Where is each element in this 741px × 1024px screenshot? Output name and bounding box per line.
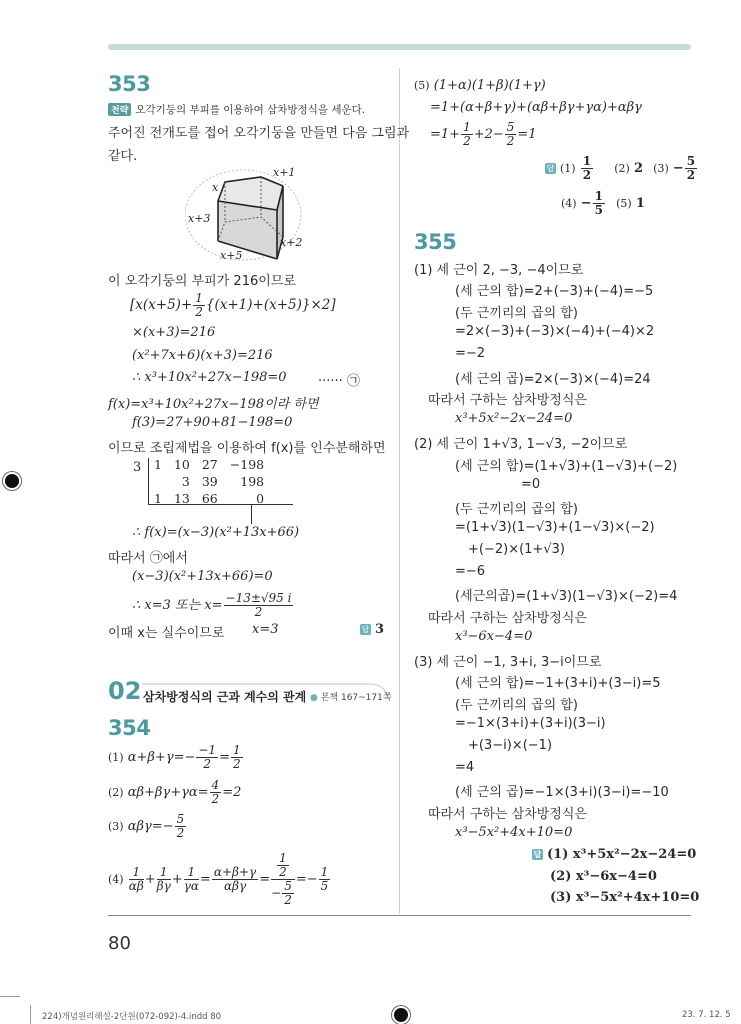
- numerator: 1: [129, 866, 144, 880]
- f3-evaluation: f(3)=27+90+81−198=0: [132, 415, 293, 430]
- numerator: 1: [195, 291, 203, 305]
- problem-number-354: 354: [108, 716, 151, 740]
- p355-b5: =(1+√3)(1−√3)+(1−√3)×(−2): [455, 520, 655, 535]
- section-number: 02: [108, 677, 142, 705]
- denominator: 2: [195, 305, 203, 319]
- p355-c2: (세 근의 합)=−1+(3+i)+(3−i)=5: [455, 676, 661, 691]
- p355-b3: =0: [521, 477, 541, 492]
- p355-a3: (두 근끼리의 곱의 합): [455, 306, 579, 321]
- expr: α+β+γ=−: [127, 750, 196, 765]
- fraction: [593, 190, 605, 217]
- p355-b1: (2) 세 근이 1+√3, 1−√3, −2이므로: [414, 437, 628, 452]
- denominator: 2: [176, 826, 185, 840]
- crop-mark: [30, 1005, 31, 1024]
- fraction: [210, 779, 222, 806]
- item-label: (4): [108, 873, 124, 886]
- p355-c7: (세 근의 곱)=−1×(3+i)(3−i)=−10: [455, 785, 669, 800]
- row-coefficients: [148, 456, 270, 473]
- cell: 3: [181, 474, 190, 489]
- p355-a6: (세 근의 곱)=2×(−3)×(−4)=24: [455, 372, 651, 387]
- p355-a5: =−2: [455, 346, 486, 361]
- denominator: 5: [594, 203, 603, 217]
- denominator: αβ: [128, 879, 144, 893]
- footer-file-info: 224)개념원리해설-2단원(072-092)-4.indd 80: [42, 1012, 222, 1022]
- expr: =1: [517, 127, 537, 142]
- numerator: 1: [463, 120, 471, 134]
- answer-353: [360, 622, 384, 637]
- complex-solution-fraction: [224, 592, 294, 619]
- denominator: αβγ: [223, 879, 247, 893]
- p355-b4: (두 근끼리의 곱의 합): [455, 502, 579, 517]
- section-ref-text: 본책 167~171쪽: [320, 693, 392, 703]
- solutions: [132, 592, 294, 619]
- label-x-plus-1: x+1: [273, 166, 296, 179]
- item-354-4: (4) $\frac{1}{\alpha\beta}$ + $\frac{1}{\beta\gamma}$ + $\frac{1}{\gamma\alpha}$ = $\frac{\alpha+\beta+\gamma}{\text{αβγ}}$ = $\frac{1}{2}$ − $\frac{5}{2}$ =− $\frac{1}{5}$: [108, 851, 329, 907]
- equation-part-a: [x(x+5)+: [130, 297, 193, 313]
- numerator: −1: [198, 743, 217, 757]
- denominator: 2: [463, 134, 471, 148]
- answer-354-row1: 답 (1) $\frac{1}{2}$ (2) 2 (3) − $\frac{5}{2}$: [546, 154, 696, 182]
- crop-mark: [0, 996, 20, 997]
- label-x: x: [212, 181, 219, 194]
- numerator: 1: [232, 743, 241, 757]
- equation-line-1: [130, 292, 336, 319]
- item-354-3: [108, 813, 187, 840]
- registration-mark-icon: [3, 472, 21, 490]
- numerator: 1: [184, 866, 199, 880]
- answer-label: (1): [560, 162, 576, 175]
- expr: αβ+βγ+γα=: [127, 785, 209, 800]
- numerator: −13±√95 i: [225, 591, 292, 605]
- p355-b9: 따라서 구하는 삼차방정식은: [428, 611, 587, 626]
- numerator: 1: [582, 154, 592, 168]
- answer-label: (5): [616, 197, 632, 210]
- column-divider: [399, 68, 400, 914]
- compound-fraction: [271, 852, 295, 907]
- real-solution: x=3: [252, 622, 279, 637]
- item-label: (2): [108, 786, 124, 799]
- footer-date: 23. 7. 12. 5: [682, 1010, 731, 1020]
- p355-b8: (세근의곱)=(1+√3)(1−√3)×(−2)=4: [455, 589, 678, 604]
- denominator: 5: [320, 879, 329, 893]
- bottom-rule: [108, 915, 691, 916]
- problem-number-355: 355: [414, 230, 457, 254]
- answer-355-1: [532, 847, 696, 862]
- row-results: [148, 490, 270, 507]
- numerator: 1: [320, 865, 329, 879]
- strategy-hint: [108, 102, 365, 117]
- fraction: [277, 852, 289, 879]
- fraction: [196, 744, 218, 771]
- p355-a2: (세 근의 합)=2+(−3)+(−4)=−5: [455, 284, 654, 299]
- expr: =2: [222, 785, 242, 800]
- compound-numerator: [271, 852, 295, 880]
- fraction: [319, 866, 331, 893]
- fraction: [184, 866, 199, 893]
- factorization: ∴ f(x)=(x−3)(x²+13x+66): [132, 525, 300, 540]
- answer-value: (1) x³+5x²−2x−24=0: [547, 847, 697, 862]
- numerator: α+β+γ: [213, 865, 257, 879]
- compound-denominator: − $\frac{5}{2}$: [271, 879, 292, 907]
- therefore-line: 따라서 ㉠에서: [108, 551, 188, 566]
- fraction: [231, 744, 243, 771]
- answer-label: (2): [614, 162, 630, 175]
- p355-b10: x³−6x−4=0: [455, 629, 533, 644]
- cell: 198: [240, 474, 265, 489]
- division-table: [148, 456, 270, 507]
- fraction: [282, 880, 294, 907]
- solutions-text: ∴ x=3 또는 x=: [132, 598, 223, 613]
- answer-value: 3: [375, 622, 385, 637]
- fraction: [212, 866, 258, 893]
- cell: 10: [173, 457, 190, 472]
- numerator: 1: [279, 851, 287, 865]
- denominator: γα: [183, 879, 199, 893]
- answer-label: (3): [653, 162, 669, 175]
- cell: 39: [201, 474, 218, 489]
- expr: =: [219, 750, 230, 765]
- denominator: 2: [279, 865, 287, 879]
- p355-b6: +(−2)×(1+√3): [468, 542, 565, 557]
- answer-354-row2: (4) − $\frac{1}{5}$ (5) 1: [561, 189, 645, 217]
- fraction: [581, 155, 593, 182]
- p355-c4: =−1×(3+i)+(3+i)(3−i): [455, 716, 606, 731]
- denominator: βγ: [156, 879, 171, 893]
- numerator: 5: [284, 879, 292, 893]
- numerator: 5: [506, 120, 515, 134]
- p355-c6: =4: [455, 760, 475, 775]
- cell: 1: [154, 491, 162, 506]
- p355-b2: (세 근의 합)=(1+√3)+(1−√3)+(−2): [455, 459, 678, 474]
- cell: 1: [154, 457, 162, 472]
- cell: 0: [256, 491, 265, 506]
- p355-b7: =−6: [455, 564, 486, 579]
- intro-line-1: 주어진 전개도를 접어 오각기둥을 만들면 다음 그림과: [108, 126, 410, 141]
- answer-value: 2: [633, 161, 644, 176]
- real-solution-statement: 이때 x는 실수이므로: [108, 626, 225, 641]
- fraction: [157, 866, 171, 893]
- cell: 27: [201, 457, 218, 472]
- p355-a1: (1) 세 근이 2, −3, −4이므로: [414, 263, 584, 278]
- fraction: [129, 866, 144, 893]
- expr: +2−: [473, 127, 504, 142]
- answer-label: (4): [561, 197, 577, 210]
- denominator: 2: [284, 893, 292, 907]
- cell: [148, 473, 168, 490]
- problem-number-353: 353: [108, 72, 151, 96]
- p355-a7: 따라서 구하는 삼차방정식은: [428, 393, 587, 408]
- bullet-icon: ●: [310, 693, 321, 703]
- denominator: 2: [582, 168, 592, 182]
- p355-c9: x³−5x²+4x+10=0: [455, 825, 573, 840]
- page-number: 80: [108, 933, 131, 954]
- section-page-ref: [310, 690, 392, 703]
- numerator: 5: [686, 154, 696, 168]
- answer-value: 1: [635, 196, 645, 211]
- expr: αβγ=−: [127, 819, 174, 834]
- equation-line-3: (x²+7x+6)(x+3)=216: [132, 348, 273, 363]
- volume-statement: 이 오각기둥의 부피가 216이므로: [108, 274, 296, 289]
- label-x-plus-5: x+5: [220, 249, 243, 262]
- equation-mark: ······ ㉠: [318, 374, 360, 389]
- equation-part-b: {(x+1)+(x+5)}×2]: [205, 297, 336, 313]
- cell: 66: [201, 491, 218, 506]
- equation-line-4: ∴ x³+10x²+27x−198=0: [132, 370, 287, 385]
- item-label: (1): [108, 751, 124, 764]
- fraction: [505, 121, 517, 148]
- answer-icon: 답: [361, 625, 370, 634]
- synthetic-division-intro: 이므로 조립제법을 이용하여 f(x)를 인수분해하면: [108, 441, 386, 456]
- denominator: 2: [203, 757, 212, 771]
- item-label: (3): [108, 820, 124, 833]
- fraction: [685, 155, 697, 182]
- answer-icon: 답: [546, 164, 555, 173]
- function-definition: f(x)=x³+10x²+27x−198이라 하면: [108, 397, 319, 412]
- item-354-5-step2: [430, 121, 537, 148]
- registration-mark-icon: [392, 1006, 410, 1024]
- factored-equation: (x−3)(x²+13x+66)=0: [132, 569, 273, 584]
- fraction: [461, 121, 473, 148]
- numerator: 1: [594, 189, 603, 203]
- expr: (1+α)(1+β)(1+γ): [433, 78, 546, 93]
- denominator: 2: [211, 792, 220, 806]
- denominator: 2: [506, 134, 515, 148]
- label-x-plus-2: x+2: [280, 236, 303, 249]
- item-354-5: [414, 78, 546, 93]
- intro-line-2: 같다.: [108, 149, 138, 164]
- p355-c8: 따라서 구하는 삼차방정식은: [428, 807, 587, 822]
- item-label: (5): [414, 79, 430, 92]
- remainder-box-line: [251, 504, 252, 524]
- numerator: 4: [211, 778, 220, 792]
- strategy-tag: 전략: [108, 103, 131, 116]
- strategy-text: 오각기둥의 부피를 이용하여 삼차방정식을 세운다.: [135, 104, 366, 116]
- fraction-half: [193, 292, 205, 319]
- item-354-5-step1: =1+(α+β+γ)+(αβ+βγ+γα)+αβγ: [430, 100, 642, 115]
- numerator: 1: [157, 866, 171, 880]
- denominator: 2: [686, 168, 696, 182]
- label-x-plus-3: x+3: [188, 212, 211, 225]
- answer-355-3: (3) x³−5x²+4x+10=0: [550, 890, 700, 905]
- p355-c3: (두 근끼리의 곱의 합): [455, 698, 579, 713]
- answer-icon: 답: [533, 850, 542, 859]
- denominator: 2: [254, 605, 263, 619]
- cell: −198: [229, 457, 265, 472]
- fraction: [175, 813, 187, 840]
- top-decorative-bar: [108, 44, 691, 50]
- answer-355-2: (2) x³−6x−4=0: [550, 869, 657, 884]
- p355-c5: +(3−i)×(−1): [468, 738, 553, 753]
- expr: =1+: [430, 127, 461, 142]
- equation-line-2: ×(x+3)=216: [132, 325, 216, 340]
- row-products: [148, 473, 270, 490]
- p355-a8: x³+5x²−2x−24=0: [455, 411, 573, 426]
- section-title: 삼차방정식의 근과 계수의 관계: [143, 690, 307, 704]
- denominator: 2: [232, 757, 241, 771]
- item-354-1: [108, 744, 244, 771]
- p355-c1: (3) 세 근이 −1, 3+i, 3−i이므로: [414, 655, 602, 670]
- item-354-2: [108, 779, 241, 806]
- p355-a4: =2×(−3)+(−3)×(−4)+(−4)×2: [455, 324, 655, 339]
- divisor: 3: [133, 460, 142, 475]
- numerator: 5: [176, 812, 185, 826]
- cell: 13: [173, 491, 190, 506]
